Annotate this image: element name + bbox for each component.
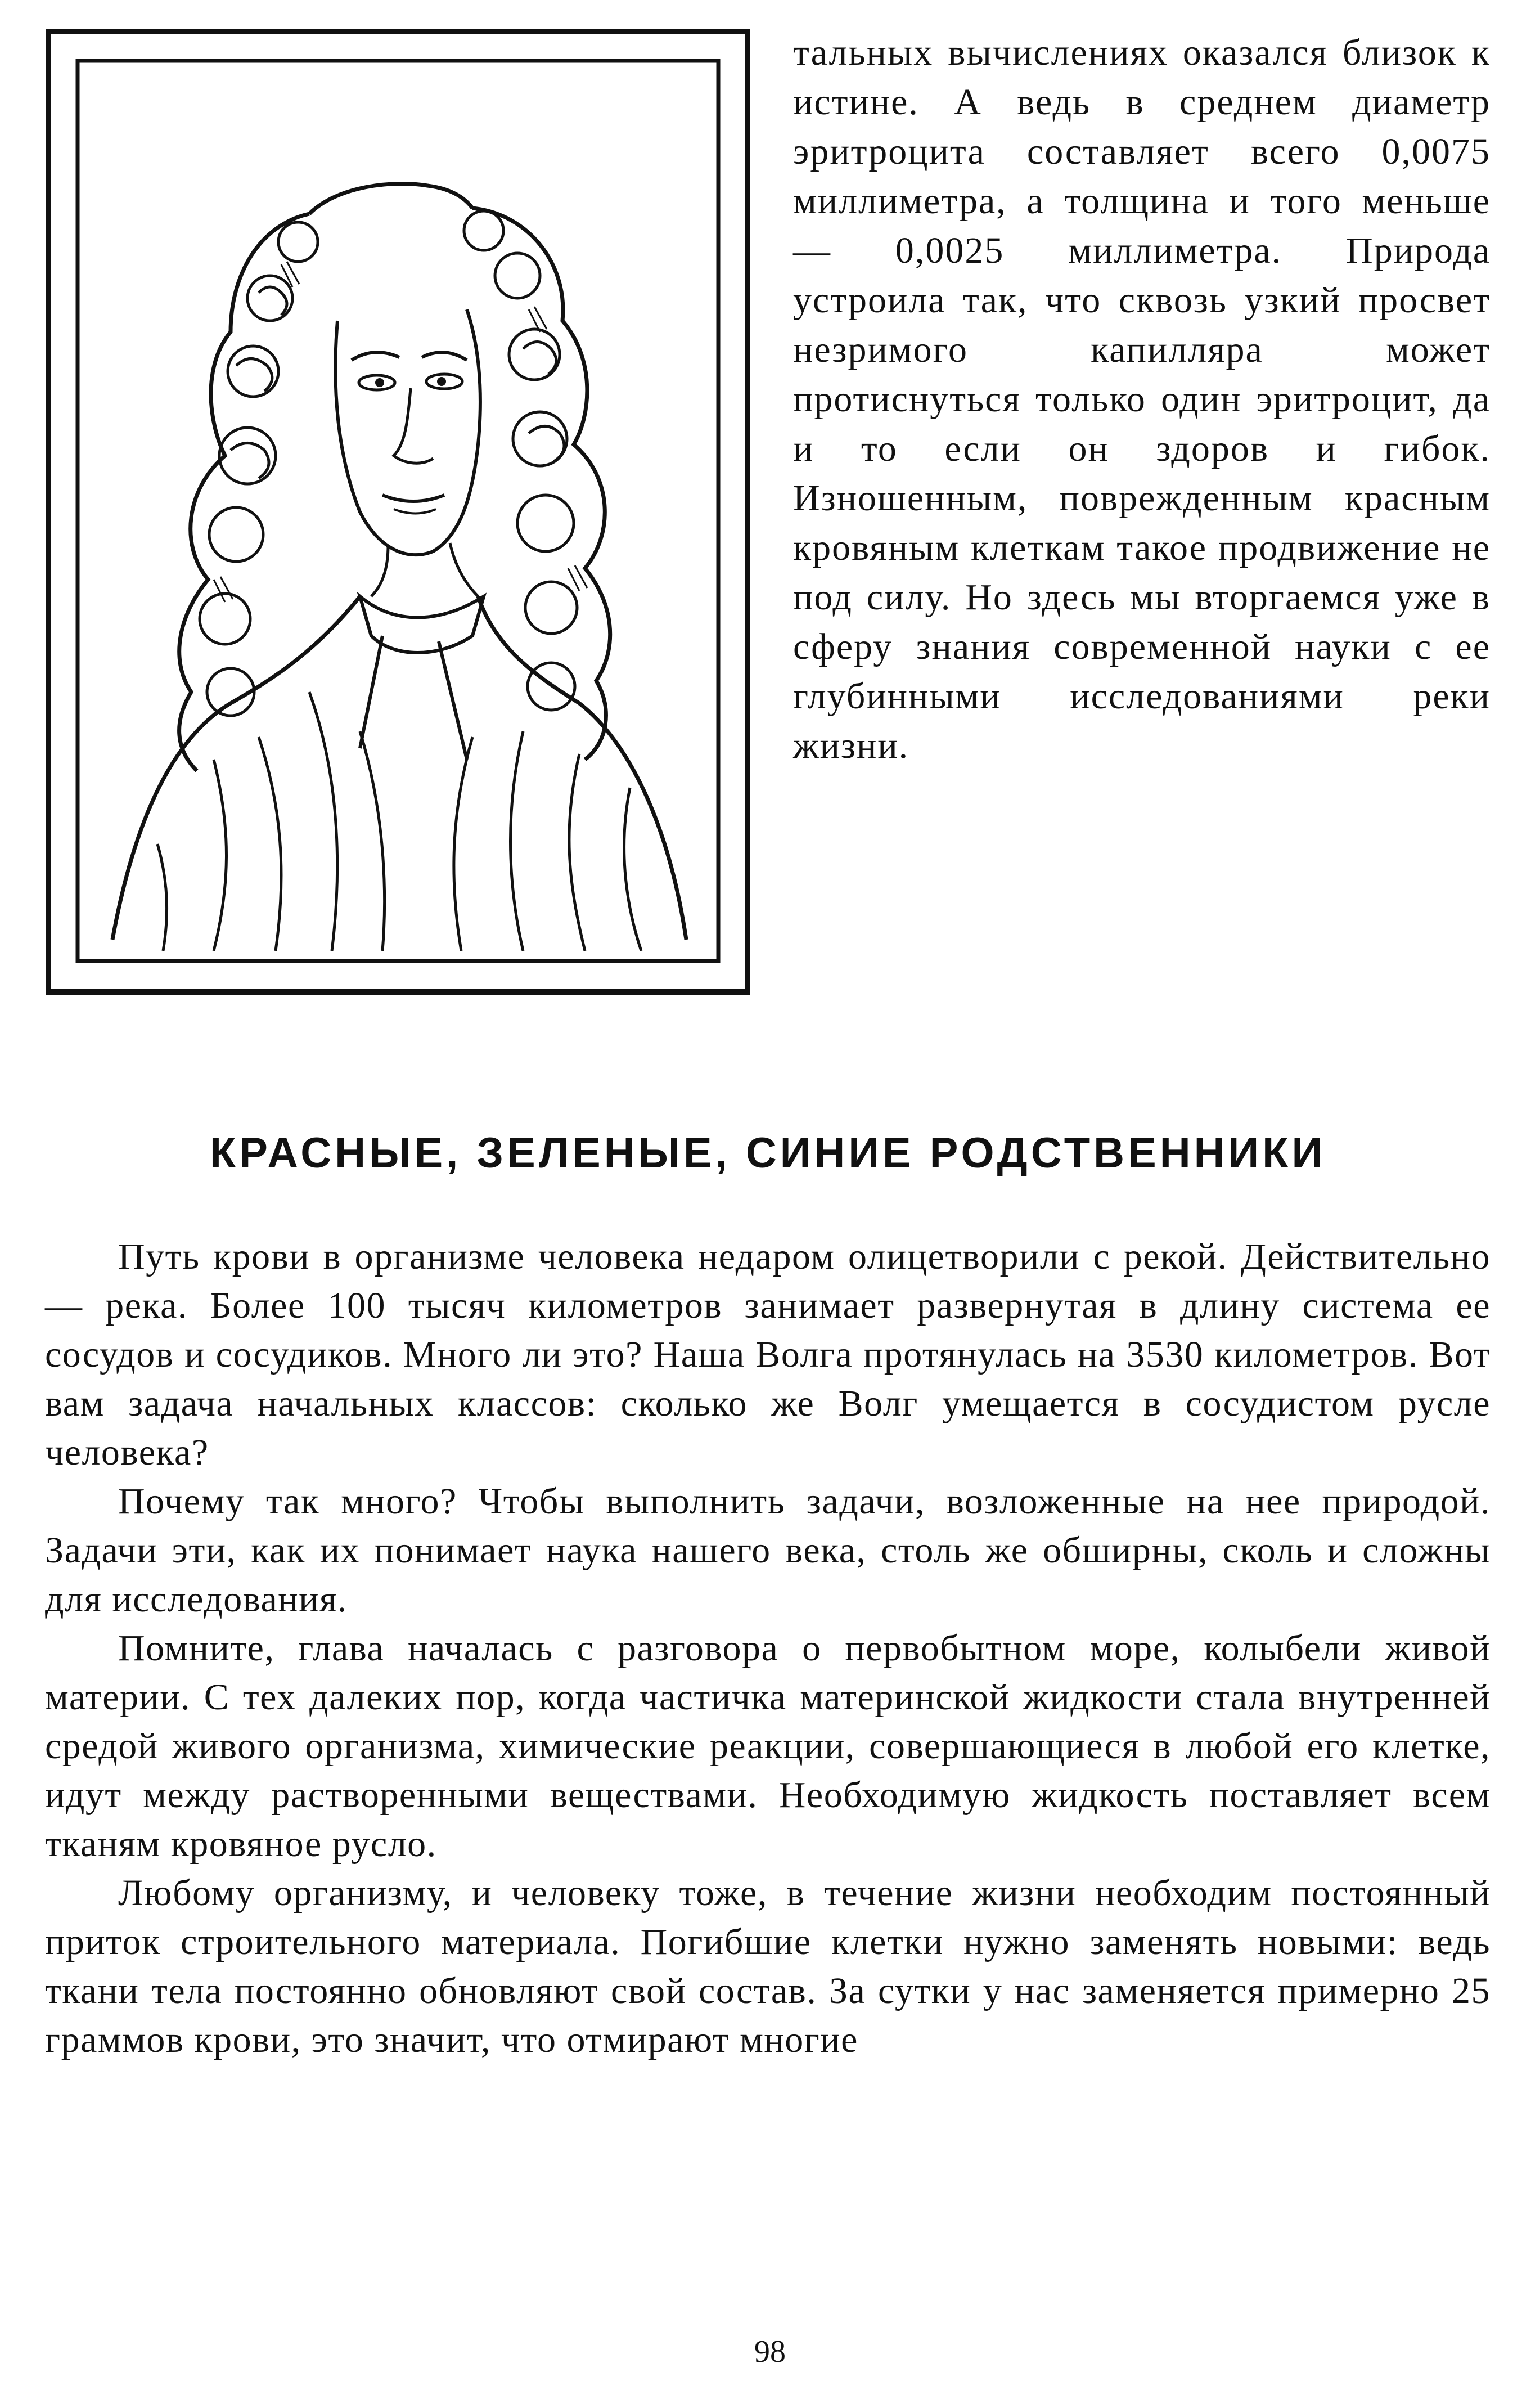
paragraph: Любому организму, и человеку тоже, в течение жизни необходим постоянный приток строительного материала. Погибшие клетки нужно заменять новыми: ведь ткани тела постоянно обновляют свой состав. За сутки у нас заменяется примерно 25 граммов крови, это значит, что отмирают многие	[45, 1872, 1491, 2060]
portrait-illustration	[45, 28, 751, 996]
paragraph: Почему так много? Чтобы выполнить задачи, возложенные на нее природой. Задачи эти, как их понимает наука нашего века, столь же обширны, сколь и сложны для исследования.	[45, 1481, 1491, 1620]
side-paragraph: тальных вычислениях оказался близок к истине. А ведь в среднем диаметр эритроцита составляет всего 0,0075 миллиметра, а толщина и того меньше — 0,0025 миллиметра. Природа устроила так, что сквозь узкий просвет незримого капилляра может протиснуться только один эритроцит, да и то если он здоров и гибок. Изношенным, поврежденным красным кровяным клеткам такое продвижение не под силу. Но здесь мы вторгаемся уже в сферу знания современной науки с ее глубинными исследованиями реки жизни.	[793, 32, 1491, 766]
page-number: 98	[754, 2334, 786, 2369]
paragraph: Помните, глава началась с разговора о первобытном море, колыбели живой материи. С тех далеких пор, когда частичка материнской жидкости стала внутренней средой живого организма, химические реакции, совершающиеся в любой его клетке, идут между растворенными веществами. Необходимую жидкость поставляет всем тканям кровяное русло.	[45, 1628, 1491, 1865]
portrait-drawing	[45, 28, 751, 996]
side-column-text	[793, 28, 1491, 771]
paragraph: Путь крови в организме человека недаром олицетворили с рекой. Действительно — река. Более 100 тысяч километров занимает развернутая в длину система ее сосудов и сосудиков. Много ли это? Наша Волга протянулась на 3530 километров. Вот вам задача начальных классов: сколько же Волг умещается в сосудистом русле человека?	[45, 1236, 1491, 1473]
section-body	[45, 1232, 1491, 2064]
section-heading: КРАСНЫЕ, ЗЕЛЕНЫЕ, СИНИЕ РОДСТВЕННИКИ	[209, 1129, 1326, 1177]
